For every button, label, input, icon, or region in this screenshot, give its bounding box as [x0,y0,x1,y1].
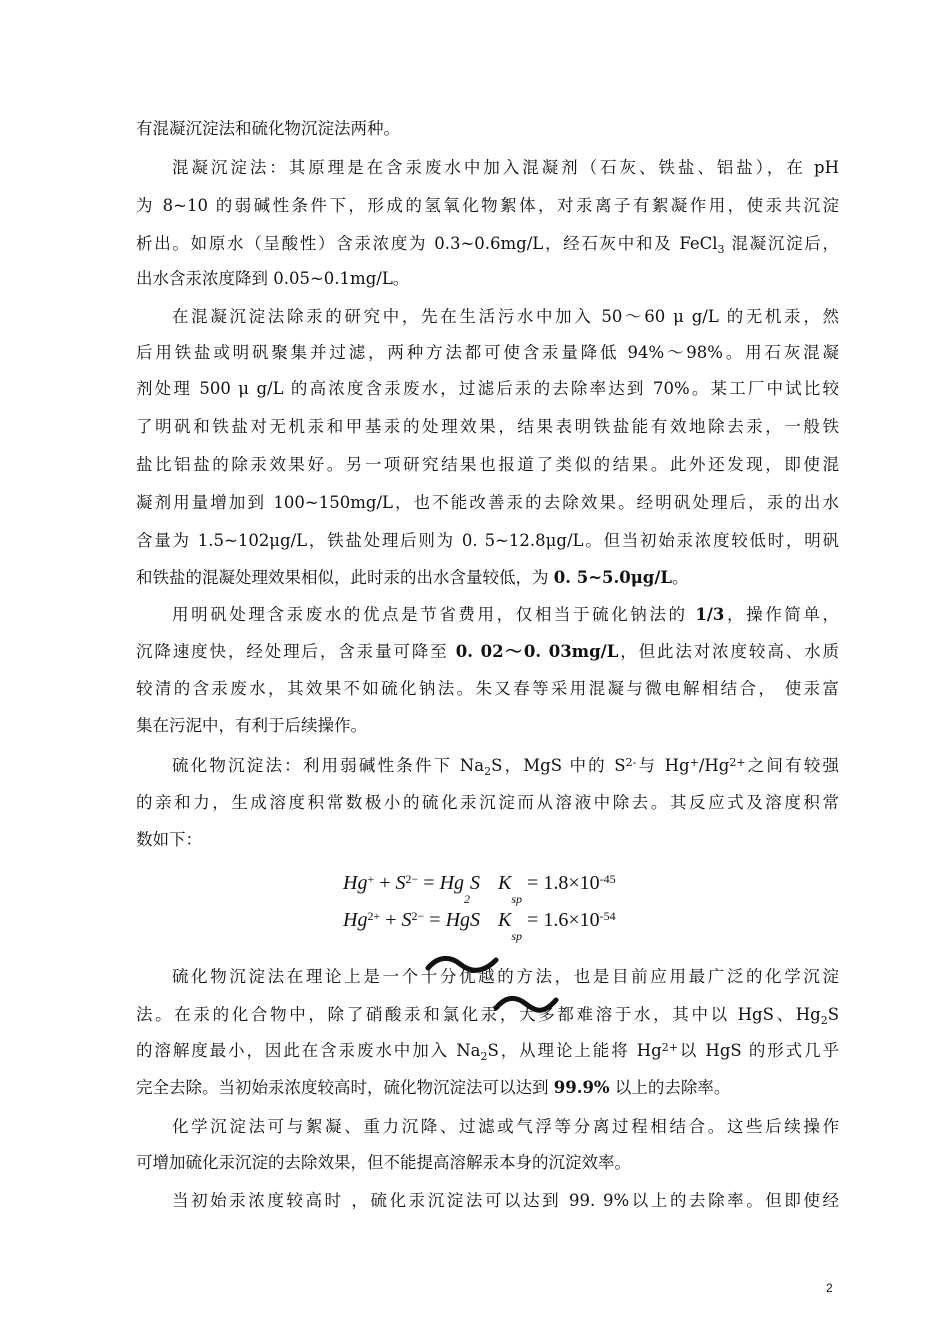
paragraph-line: 当初始汞浓度较高时 ，硫化汞沉淀法可以达到 99. 9%以上的去除率。但即使经 [172,1191,839,1210]
paragraph-line: 硫化物沉淀法在理论上是一个十分优越的方法，也是目前应用最广泛的化学沉淀 [172,967,839,986]
paragraph-line: 可增加硫化汞沉淀的去除效果，但不能提高溶解汞本身的沉淀效率。 [136,1153,631,1172]
paragraph-line: 和铁盐的混凝处理效果相似，此时汞的出水含量较低，为 0. 5~5.0μg/L。 [136,568,689,587]
paragraph-line: 混凝沉淀法：其原理是在含汞废水中加入混凝剂（石灰、铁盐、铝盐），在 pH [172,158,839,177]
paragraph-line: 硫化物沉淀法：利用弱碱性条件下 $Na_2S$，MgS 中的 $S^{2-}$与 $Hg^+/Hg^{2+}$之间有较强 [172,756,840,778]
paragraph-line: 数如下： [136,830,202,849]
equation-hg2s: $Hg^+ + S^{2-} = Hg_2S$ $K_{sp} = 1.8\times 10^{-45}$ [343,872,616,906]
paragraph-line: 的溶解度最小，因此在含汞废水中加入 $Na_2S$，从理论上能将 $Hg^{2+}$以 HgS 的形式几乎 [136,1041,839,1063]
paragraph-line: 化学沉淀法可与絮凝、重力沉降、过滤或气浮等分离过程相结合。这些后续操作 [172,1117,839,1136]
paragraph-line: 有混凝沉淀法和硫化物沉淀法两种。 [136,119,400,138]
paragraph-line: 盐比铝盐的除汞效果好。另一项研究结果也报道了类似的结果。此外还发现，即使混 [136,455,839,474]
paragraph-line: 集在污泥中，有利于后续操作。 [136,716,367,735]
paragraph-line: 了明矾和铁盐对无机汞和甲基汞的处理效果，结果表明铁盐能有效地除去汞，一般铁 [136,417,839,436]
paragraph-line: 在混凝沉淀法除汞的研究中，先在生活污水中加入 50～60 μ g/L 的无机汞，然 [172,307,839,326]
paragraph-line: 析出。如原水（呈酸性）含汞浓度为 0.3~0.6mg/L，经石灰中和及 FeCl$_3$ 混凝沉淀后， [136,234,839,256]
paragraph-line: 凝剂用量增加到 100~150mg/L，也不能改善汞的去除效果。经明矾处理后，汞的出水 [136,493,839,512]
paragraph-line: 含量为 1.5~102μg/L，铁盐处理后则为 0. 5~12.8μg/L。但当初始汞浓度较低时，明矾 [136,531,839,550]
scribble-mark [492,994,560,1016]
equation-hgs: $Hg^{2+} + S^{2-}$ = HgS $K_{sp} = 1.6\times 10^{-54}$ [343,909,616,943]
paragraph-line: 的亲和力，生成溶度积常数极小的硫化汞沉淀而从溶液中除去。其反应式及溶度积常 [136,793,839,812]
page-number: 2 [826,1281,833,1295]
scribble-mark [424,954,500,976]
paragraph-line: 剂处理 500 μ g/L 的高浓度含汞废水，过滤后汞的去除率达到 70%。某工厂中试比较 [136,379,839,398]
paragraph-line: 用明矾处理含汞废水的优点是节省费用，仅相当于硫化钠法的 1/3，操作简单， [172,605,839,624]
paragraph-line: 沉降速度快，经处理后，含汞量可降至 0. 02～0. 03mg/L，但此法对浓度较高、水质 [136,642,839,661]
paragraph-line: 较清的含汞废水，其效果不如硫化钠法。朱又春等采用混凝与微电解相结合， 使汞富 [136,679,839,698]
paragraph-line: 后用铁盐或明矾聚集并过滤，两种方法都可使含汞量降低 94%～98%。用石灰混凝 [136,343,839,362]
paragraph-line: 出水含汞浓度降到 0.05~0.1mg/L。 [136,269,410,288]
paragraph-line: 为 8~10 的弱碱性条件下，形成的氢氧化物絮体，对汞离子有絮凝作用，使汞共沉淀 [136,196,839,215]
paragraph-line: 法。在汞的化合物中，除了硝酸汞和氯化汞，大多都难溶于水，其中以 HgS、$Hg_2S$ [136,1005,839,1027]
paragraph-line: 完全去除。当初始汞浓度较高时，硫化物沉淀法可以达到 99.9% 以上的去除率。 [136,1078,731,1097]
